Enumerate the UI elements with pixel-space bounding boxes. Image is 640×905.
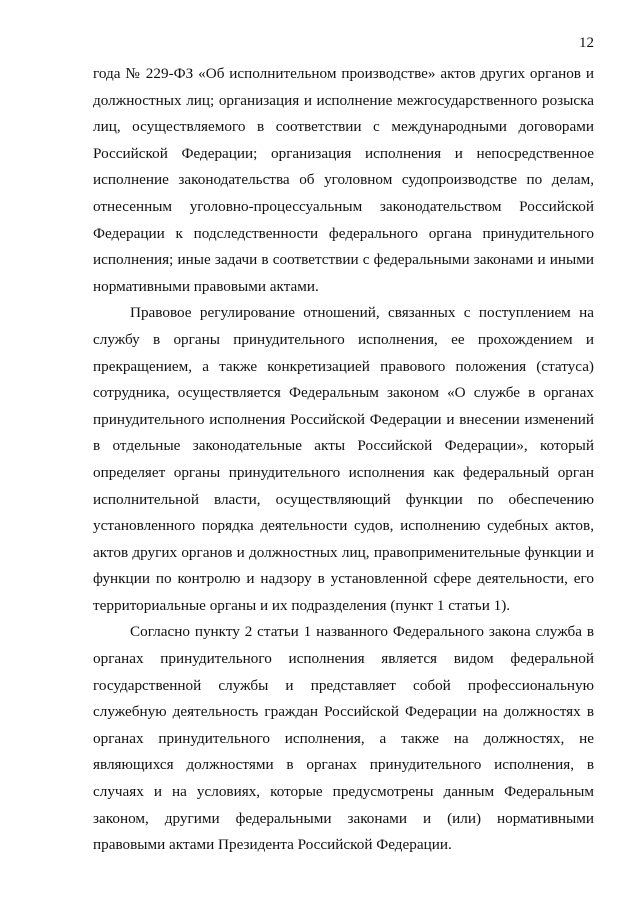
paragraph-continuation: года № 229-ФЗ «Об исполнительном производстве» актов других органов и должностных лиц; организация и исполнение межгосударственного розыска лиц, осуществляемого в соответствии с международными договорами Российской Федерации; организация исполнения и непосредственное исполнение законодательства об уголовном судопроизводстве по делам, отнесенным уголовно-процессуальным законодательством Российской Федерации к подследственности федерального органа принудительного исполнения; иные задачи в соответствии с федеральными законами и иными нормативными правовыми актами. [93, 65, 594, 295]
page-number: 12 [579, 35, 594, 51]
document-body [93, 61, 594, 859]
paragraph-service-definition: Согласно пункту 2 статьи 1 названного Федерального закона служба в органах принудительного исполнения является видом федеральной государственной службы и представляет собой профессиональную служебную деятельность граждан Российской Федерации на должностях в органах принудительного исполнения, а также на должностях, не являющихся должностями в органах принудительного исполнения, в случаях и на условиях, которые предусмотрены данным Федеральным законом, другими федеральными законами и (или) нормативными правовыми актами Президента Российской Федерации. [93, 623, 594, 854]
paragraph-legal-regulation: Правовое регулирование отношений, связанных с поступлением на службу в органы принудительного исполнения, ее прохождением и прекращением, а также конкретизацией правового положения (статуса) сотрудника, осуществляется Федеральным законом «О службе в органах принудительного исполнения Российской Федерации и внесении изменений в отдельные законодательные акты Российской Федерации», который определяет органы принудительного исполнения как федеральный орган исполнительной власти, осуществляющий функции по обеспечению установленного порядка деятельности судов, исполнению судебных актов, актов других органов и должностных лиц, правоприменительные функции и функции по контролю и надзору в установленной сфере деятельности, его территориальные органы и их подразделения (пункт 1 статьи 1). [93, 304, 594, 614]
